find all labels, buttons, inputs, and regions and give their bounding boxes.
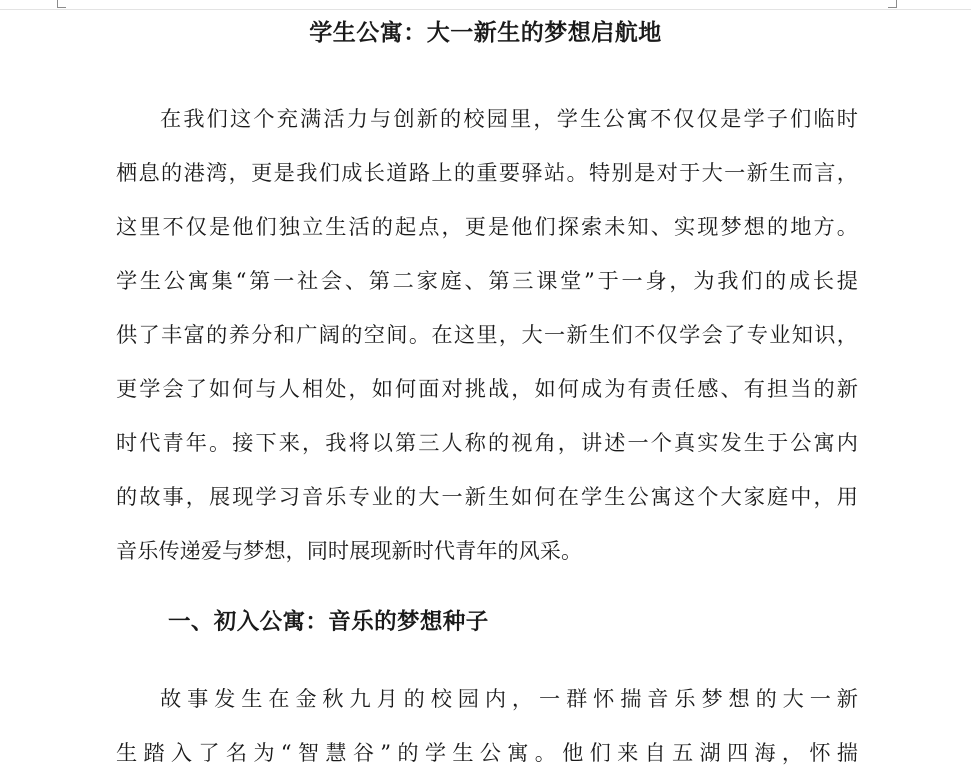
section-1-paragraph-line: 生踏入了名为“智慧谷”的学生公寓。他们来自五湖四海，怀揣 [116, 740, 858, 765]
section-1-paragraph-line: 故事发生在金秋九月的校园内，一群怀揣音乐梦想的大一新 [160, 686, 858, 711]
section-heading: 一、初入公寓：音乐的梦想种子 [168, 609, 489, 635]
page-top-edge [0, 0, 971, 10]
intro-paragraph-line: 更学会了如何与人相处，如何面对挑战，如何成为有责任感、有担当的新 [116, 376, 858, 401]
intro-paragraph-line: 学生公寓集“第一社会、第二家庭、第三课堂”于一身，为我们的成长提 [116, 268, 858, 293]
document-title: 学生公寓：大一新生的梦想启航地 [309, 20, 662, 46]
intro-paragraph-line: 这里不仅是他们独立生活的起点，更是他们探索未知、实现梦想的地方。 [116, 214, 858, 239]
right-margin-corner-mark [888, 0, 897, 8]
intro-paragraph [116, 92, 858, 578]
intro-paragraph-line: 在我们这个充满活力与创新的校园里，学生公寓不仅仅是学子们临时 [160, 106, 858, 131]
section-1-paragraph [116, 672, 858, 768]
intro-paragraph-line: 音乐传递爱与梦想，同时展现新时代青年的风采。 [116, 538, 583, 563]
intro-paragraph-line: 的故事，展现学习音乐专业的大一新生如何在学生公寓这个大家庭中，用 [116, 484, 858, 509]
intro-paragraph-line: 栖息的港湾，更是我们成长道路上的重要驿站。特别是对于大一新生而言， [116, 160, 858, 185]
left-margin-corner-mark [57, 0, 66, 8]
intro-paragraph-line: 时代青年。接下来，我将以第三人称的视角，讲述一个真实发生于公寓内 [116, 430, 858, 455]
intro-paragraph-line: 供了丰富的养分和广阔的空间。在这里，大一新生们不仅学会了专业知识， [116, 322, 858, 347]
